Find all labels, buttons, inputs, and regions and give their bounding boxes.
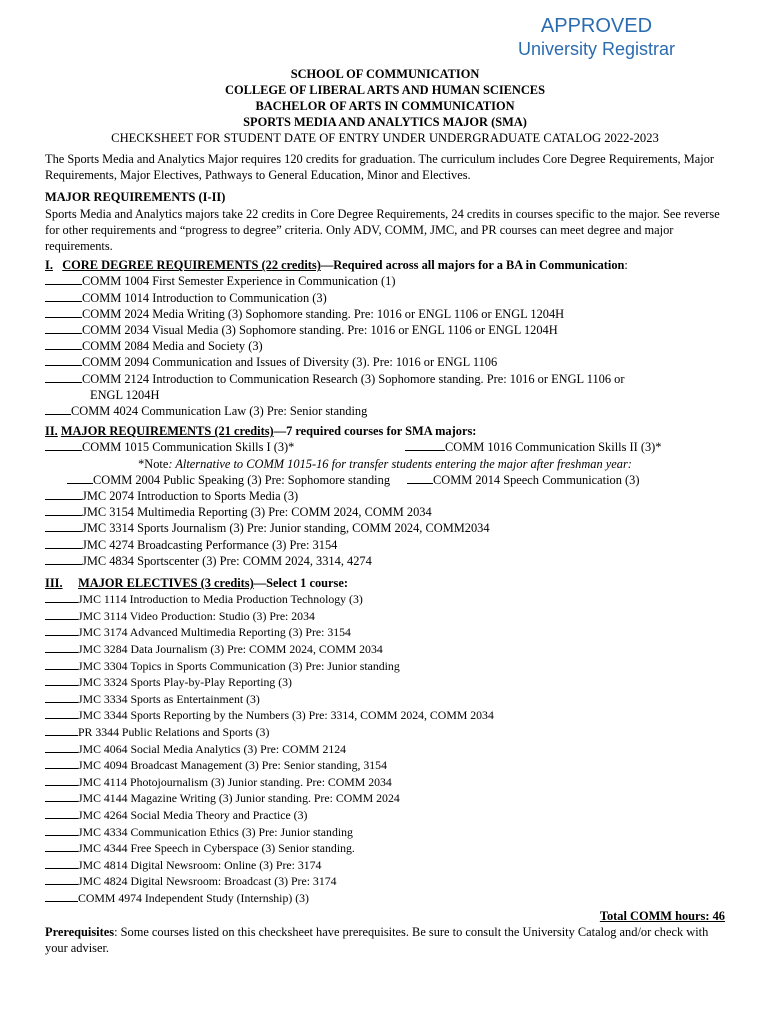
section-major-number: II. <box>45 424 58 439</box>
approval-stamp <box>518 14 675 60</box>
elective-course-item: JMC 4114 Photojournalism (3) Junior standing. Pre: COMM 2034 <box>45 774 725 791</box>
total-hours: Total COMM hours: 46 <box>599 908 725 923</box>
checkbox-blank[interactable] <box>45 608 78 620</box>
core-course-item: COMM 2094 Communication and Issues of Diversity (3). Pre: 1016 or ENGL 1106 <box>45 354 725 370</box>
checkbox-blank[interactable] <box>45 439 82 451</box>
note-label: *Note <box>138 456 169 471</box>
checkbox-blank[interactable] <box>45 520 82 532</box>
major-course-item: JMC 4274 Broadcasting Performance (3) Pre: 3154 <box>45 537 725 553</box>
prerequisites-text: : Some courses listed on this checksheet have prerequisites. Be sure to consult the University Catalog and/or check with your adviser. <box>45 924 709 955</box>
elective-course-item: JMC 3284 Data Journalism (3) Pre: COMM 2024, COMM 2034 <box>45 641 725 658</box>
section-core-title: CORE DEGREE REQUIREMENTS (22 credits) <box>62 258 321 273</box>
checkbox-blank[interactable] <box>67 472 93 484</box>
elective-course-item: JMC 4814 Digital Newsroom: Online (3) Pre: 3174 <box>45 857 725 874</box>
major-course-item: JMC 2074 Introduction to Sports Media (3) <box>45 488 725 504</box>
core-course-item: COMM 4024 Communication Law (3) Pre: Senior standing <box>45 403 725 419</box>
intro-paragraph: The Sports Media and Analytics Major requires 120 credits for graduation. The curriculum includes Core Degree Requirements, Major Requirements, Major Electives, Pathways to General Education, Minor and Electives. <box>45 152 715 183</box>
course-pair: COMM 1015 Communication Skills I (3)* COMM 1016 Communication Skills II (3)* <box>45 439 725 455</box>
elective-course-item: JMC 4264 Social Media Theory and Practice (3) <box>45 807 725 824</box>
core-course-item: COMM 1014 Introduction to Communication (3) <box>45 290 725 306</box>
checkbox-blank[interactable] <box>45 306 82 318</box>
core-course-item: COMM 1004 First Semester Experience in Communication (1) <box>45 273 725 289</box>
checkbox-blank[interactable] <box>45 624 78 636</box>
college-name: COLLEGE OF LIBERAL ARTS AND HUMAN SCIENCES <box>225 83 545 97</box>
checkbox-blank[interactable] <box>45 354 82 366</box>
checkbox-blank[interactable] <box>45 873 78 885</box>
elective-course-item: JMC 1114 Introduction to Media Production Technology (3) <box>45 591 725 608</box>
transfer-note <box>45 456 725 472</box>
major-requirements-heading: MAJOR REQUIREMENTS (I-II) <box>45 190 226 205</box>
checkbox-blank[interactable] <box>45 641 78 653</box>
checkbox-blank[interactable] <box>45 757 78 769</box>
section-core-heading: I. CORE DEGREE REQUIREMENTS (22 credits)—Required across all majors for a BA in Communication: <box>45 258 628 273</box>
major-course-item: JMC 3154 Multimedia Reporting (3) Pre: COMM 2024, COMM 2034 <box>45 504 725 520</box>
checksheet-title: CHECKSHEET FOR STUDENT DATE OF ENTRY UNDER UNDERGRADUATE CATALOG 2022-2023 <box>111 131 659 145</box>
major-requirements-text: Sports Media and Analytics majors take 22 credits in Core Degree Requirements, 24 credits in courses specific to the major. See reverse for other requirements and “progress to degree” criteria. Only ADV, COMM, JMC, and PR courses can meet degree and major requirements. <box>45 206 720 254</box>
checkbox-blank[interactable] <box>45 371 82 383</box>
checkbox-blank[interactable] <box>45 591 78 603</box>
checkbox-blank[interactable] <box>45 290 82 302</box>
checkbox-blank[interactable] <box>45 807 78 819</box>
core-course-list <box>45 273 725 419</box>
checksheet-document <box>45 66 725 956</box>
elective-course-item: JMC 3344 Sports Reporting by the Numbers (3) Pre: 3314, COMM 2024, COMM 2034 <box>45 707 725 724</box>
course-pair: COMM 2004 Public Speaking (3) Pre: Sophomore standing COMM 2014 Speech Communication (3) <box>45 472 725 488</box>
checkbox-blank[interactable] <box>45 890 78 902</box>
major-course-item: JMC 4834 Sportscenter (3) Pre: COMM 2024, 3314, 4274 <box>45 553 725 569</box>
degree-name: BACHELOR OF ARTS IN COMMUNICATION <box>255 99 515 113</box>
checkbox-blank[interactable] <box>405 439 445 451</box>
elective-course-item: JMC 4144 Magazine Writing (3) Junior standing. Pre: COMM 2024 <box>45 790 725 807</box>
checkbox-blank[interactable] <box>45 691 78 703</box>
checkbox-blank[interactable] <box>45 674 78 686</box>
stamp-approved: APPROVED <box>540 15 653 37</box>
core-course-item: COMM 2084 Media and Society (3) <box>45 338 725 354</box>
elective-course-item: JMC 4064 Social Media Analytics (3) Pre: COMM 2124 <box>45 741 725 758</box>
core-course-item: COMM 2124 Introduction to Communication Research (3) Sophomore standing. Pre: 1016 or ENGL 1106 or <box>45 371 725 387</box>
section-electives-title: MAJOR ELECTIVES (3 credits) <box>78 576 254 591</box>
elective-course-item: COMM 4974 Independent Study (Internship) (3) <box>45 890 725 907</box>
core-course-item: COMM 2034 Visual Media (3) Sophomore standing. Pre: 1016 or ENGL 1106 or ENGL 1204H <box>45 322 725 338</box>
checkbox-blank[interactable] <box>45 488 82 500</box>
checkbox-blank[interactable] <box>45 273 82 285</box>
section-core-number: I. <box>45 258 53 273</box>
section-electives-heading <box>45 575 725 591</box>
section-electives-number: III. <box>45 576 63 591</box>
elective-course-item: JMC 3304 Topics in Sports Communication (3) Pre: Junior standing <box>45 658 725 675</box>
checkbox-blank[interactable] <box>45 774 78 786</box>
major-name: SPORTS MEDIA AND ANALYTICS MAJOR (SMA) <box>243 115 527 129</box>
major-course-item: JMC 3314 Sports Journalism (3) Pre: Junior standing, COMM 2024, COMM2034 <box>45 520 725 536</box>
checkbox-blank[interactable] <box>45 504 82 516</box>
checkbox-blank[interactable] <box>45 553 82 565</box>
section-core-tail: —Required across all majors for a BA in Communication <box>320 258 625 273</box>
elective-course-item: JMC 4344 Free Speech in Cyberspace (3) Senior standing. <box>45 840 725 857</box>
stamp-registrar: University Registrar <box>517 39 675 59</box>
section-electives-tail: —Select 1 course: <box>253 576 349 591</box>
note-text: : Alternative to COMM 1015-16 for transfer students entering the major after freshman year: <box>168 456 632 471</box>
checkbox-blank[interactable] <box>45 724 78 736</box>
prerequisites-note <box>45 924 725 956</box>
section-major-title: MAJOR REQUIREMENTS (21 credits) <box>60 424 274 439</box>
elective-course-item: JMC 3334 Sports as Entertainment (3) <box>45 691 725 708</box>
prerequisites-label: Prerequisites <box>45 924 115 939</box>
checkbox-blank[interactable] <box>45 322 82 334</box>
elective-course-item: JMC 3324 Sports Play-by-Play Reporting (3) <box>45 674 725 691</box>
elective-course-item: JMC 3174 Advanced Multimedia Reporting (3) Pre: 3154 <box>45 624 725 641</box>
core-course-item: COMM 2024 Media Writing (3) Sophomore standing. Pre: 1016 or ENGL 1106 or ENGL 1204H <box>45 306 725 322</box>
checkbox-blank[interactable] <box>45 707 78 719</box>
checkbox-blank[interactable] <box>407 472 433 484</box>
checkbox-blank[interactable] <box>45 741 78 753</box>
core-course-item-continued: ENGL 1204H <box>90 387 160 402</box>
checkbox-blank[interactable] <box>45 403 71 415</box>
elective-course-list <box>45 591 725 906</box>
checkbox-blank[interactable] <box>45 537 82 549</box>
elective-course-item: JMC 3114 Video Production: Studio (3) Pre: 2034 <box>45 608 725 625</box>
major-course-list <box>45 439 725 569</box>
elective-course-item: JMC 4334 Communication Ethics (3) Pre: Junior standing <box>45 824 725 841</box>
checkbox-blank[interactable] <box>45 658 78 670</box>
checkbox-blank[interactable] <box>45 840 78 852</box>
elective-course-item: PR 3344 Public Relations and Sports (3) <box>45 724 725 741</box>
elective-course-item: JMC 4094 Broadcast Management (3) Pre: Senior standing, 3154 <box>45 757 725 774</box>
checkbox-blank[interactable] <box>45 857 78 869</box>
section-major-tail: —7 required courses for SMA majors: <box>273 424 477 439</box>
checkbox-blank[interactable] <box>45 790 78 802</box>
school-name: SCHOOL OF COMMUNICATION <box>290 67 480 81</box>
section-major-heading <box>45 423 725 439</box>
elective-course-item: JMC 4824 Digital Newsroom: Broadcast (3) Pre: 3174 <box>45 873 725 890</box>
checkbox-blank[interactable] <box>45 824 78 836</box>
checkbox-blank[interactable] <box>45 338 82 350</box>
